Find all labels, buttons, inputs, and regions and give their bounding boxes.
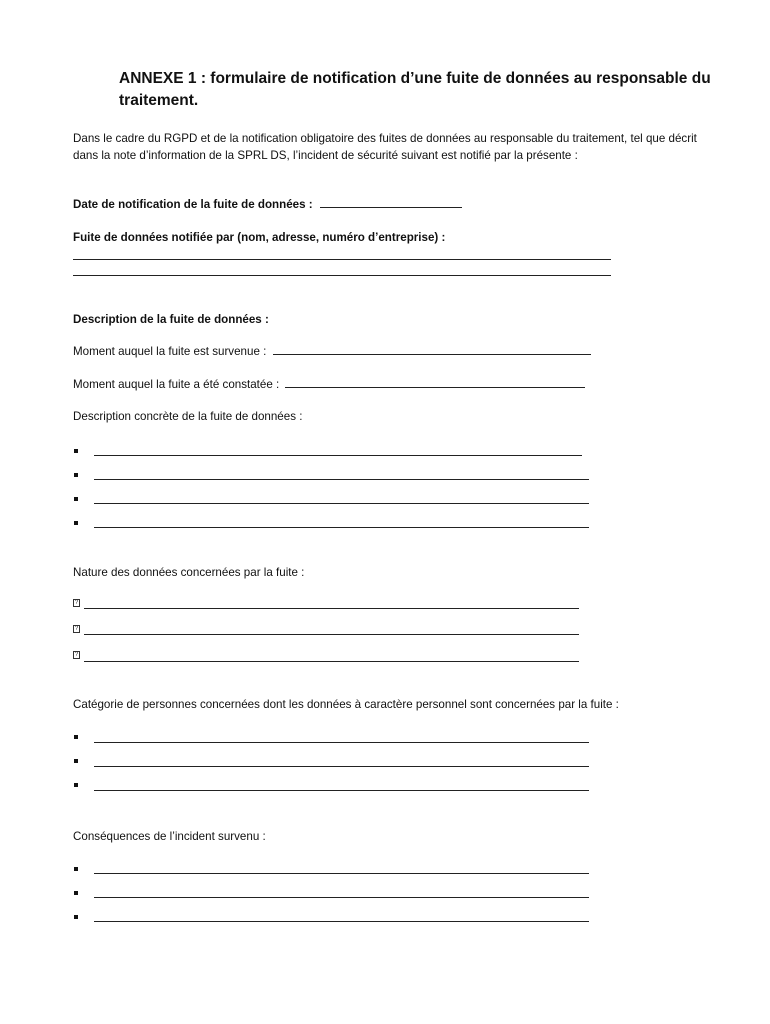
- moment-occurred-label: Moment auquel la fuite est survenue :: [73, 345, 267, 358]
- concrete-description-label: Description concrète de la fuite de données :: [73, 410, 303, 423]
- checkbox-icon[interactable]: ?: [74, 652, 79, 658]
- notified-by-field-1[interactable]: [73, 259, 611, 260]
- data-nature-field-2[interactable]: [84, 634, 579, 635]
- moment-occurred-row: [73, 345, 591, 359]
- bullet-icon: [74, 867, 78, 871]
- moment-noticed-row: [73, 378, 585, 392]
- data-nature-label: Nature des données concernées par la fuite :: [73, 566, 305, 579]
- moment-noticed-field[interactable]: [285, 378, 585, 388]
- consequences-label: Conséquences de l’incident survenu :: [73, 830, 266, 843]
- concrete-description-field-1[interactable]: [94, 455, 582, 456]
- concrete-description-field-3[interactable]: [94, 503, 589, 504]
- notified-by-label: Fuite de données notifiée par (nom, adresse, numéro d’entreprise) :: [73, 231, 446, 244]
- description-heading: Description de la fuite de données :: [73, 313, 269, 326]
- bullet-icon: [74, 735, 78, 739]
- persons-category-field-2[interactable]: [94, 766, 589, 767]
- moment-occurred-field[interactable]: [273, 345, 591, 355]
- consequences-field-1[interactable]: [94, 873, 589, 874]
- bullet-icon: [74, 915, 78, 919]
- data-nature-field-1[interactable]: [84, 608, 579, 609]
- moment-noticed-label: Moment auquel la fuite a été constatée :: [73, 378, 280, 391]
- persons-category-field-3[interactable]: [94, 790, 589, 791]
- persons-category-field-1[interactable]: [94, 742, 589, 743]
- bullet-icon: [74, 521, 78, 525]
- consequences-field-2[interactable]: [94, 897, 589, 898]
- concrete-description-field-4[interactable]: [94, 527, 589, 528]
- consequences-field-3[interactable]: [94, 921, 589, 922]
- checkbox-icon[interactable]: ?: [74, 626, 79, 632]
- data-nature-field-3[interactable]: [84, 661, 579, 662]
- bullet-icon: [74, 473, 78, 477]
- bullet-icon: [74, 449, 78, 453]
- notification-date-label: Date de notification de la fuite de données :: [73, 198, 313, 211]
- bullet-icon: [74, 497, 78, 501]
- bullet-icon: [74, 783, 78, 787]
- bullet-icon: [74, 891, 78, 895]
- notification-date-row: [73, 198, 462, 212]
- persons-category-label: Catégorie de personnes concernées dont les données à caractère personnel sont concernées par la fuite :: [73, 698, 619, 711]
- concrete-description-field-2[interactable]: [94, 479, 589, 480]
- bullet-icon: [74, 759, 78, 763]
- notified-by-field-2[interactable]: [73, 275, 611, 276]
- intro-paragraph: Dans le cadre du RGPD et de la notification obligatoire des fuites de données au responsable du traitement, tel que décrit dans la note d’information de la SPRL DS, l’incident de sécurité suivant est notifié par la présente :: [73, 132, 697, 162]
- document-title: ANNEXE 1 : formulaire de notification d’une fuite de données au responsable du traitement.: [119, 70, 711, 109]
- notification-date-field[interactable]: [320, 198, 462, 208]
- checkbox-icon[interactable]: ?: [74, 600, 79, 606]
